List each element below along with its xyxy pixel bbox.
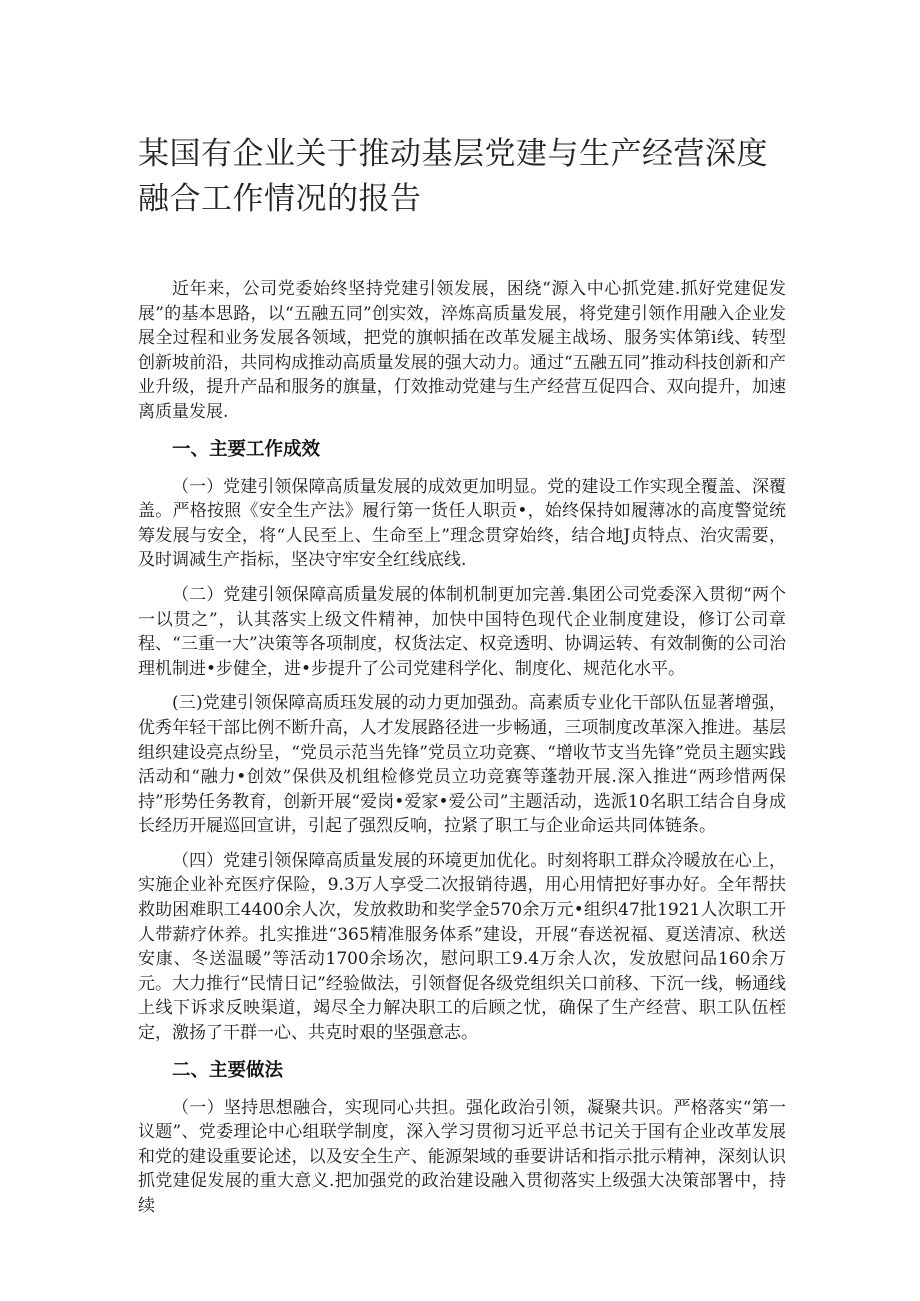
results-paragraph-2: （二）党建引领保障高质量发展的体制机制更加完善.集团公司党委深入贯彻“两个一以贯之”，认其落实上级文件精神，加快中国特色现代企业制度建设，修订公司章程、“三重一大”决策等各项制度，权货法定、权竞透明、协调运转、有效制衡的公司治理机制进•步健全，进•步提升了公司党建科学化、制度化、规范化水平。 bbox=[138, 584, 786, 679]
intro-paragraph: 近年来，公司党委始终坚持党建引领发展，困绕“源入中心抓党建.抓好党建促发展”的基本思路，以“五融五同”创实效，淬炼高质量发展，将党建引领作用融入企业发展全过程和业务发展各领域，把党的旗帜插在改革发屣主战场、服务实体第i线、转型创新坡前沿，共同构成推动高质量发展的强大动力。通过“五融五同”推动科技创新和产业升级，提升产品和服务的旗量，仃效推动党建与生产经营互促四合、双向提升，加速离质量发展. bbox=[138, 279, 786, 422]
results-paragraph-4: （四）党建引领保障高质量发展的环境更加优化。时刻将职工群众冷暖放在心上，实施企业补充医疗保险，9.3万人享受二次报销待遇，用心用情把好事办好。全年帮扶救助困难职工4400余人次，发放救助和奖学金570余万元•组织47批1921人次职工开人带薪疗休养。扎实推进“365精准服务体系”建设，开展“春送祝福、夏送清凉、秋送安康、冬送温暖”等活动1700余场次，慰问职工9.4万余人次，发放慰问品160余万元。大力推行“民情日记”经验做法，引领督促各级党组织关口前移、下沉一线，畅通线上线下诉求反映渠道，竭尽全力解决职工的后顾之忧，确保了生产经营、职工队伍桎定，激扬了干群一心、共克时艰的坚强意志。 bbox=[138, 850, 786, 1044]
results-paragraph-1: （一）党建引领保障高质量发展的成效更加明显。党的建设工作实现全覆盖、深覆盖。严格按照《安全生产法》履行第一货任人职贡•，始终保持如履薄冰的高度警觉统筹发展与安全，将“人民至上、生命至上”理念贯穿始终，结合地J贞特点、治灾需要，及时调减生产指标，坚决守牢安全红线底线. bbox=[138, 476, 786, 571]
document-page bbox=[138, 132, 786, 1229]
section-heading-methods: 二、主要做法 bbox=[172, 1059, 284, 1081]
document-title: 某国有企业关于推动基层党建与生产经营深度融合工作情况的报告 bbox=[138, 136, 768, 217]
methods-paragraph-1: （一）坚持思想融合，实现同心共担。强化政治引领，凝聚共识。严格落实“第一议题”、党委理论中心组联学制度，深入学习贯彻习近平总书记关于国有企业改革发展和党的建设重要论述，以及安全生产、能源架域的垂要讲话和指示批示精神，深刻认识抓党建促发展的重大意义.把加强党的政治建设融入贯彻落实上级强大决策部署中，持续 bbox=[138, 1097, 786, 1216]
results-paragraph-3: (三)党建引领保障高质珏发展的动力更加强劲。高素质专业化干部队伍显著增强，优秀年轻干部比例不断升高，人才发展路径进一步畅通，三项制度改革深入推进。基层组织建设亮点纷呈，“党员示范当先锋”党员立功竞赛、“增收节支当先锋”党员主题实践活动和“融力•创效”保供及机组检修党员立功竞赛等蓬勃开展.深入推进“两珍惜两保持”形势任务教育，创新开展“爱岗•爱家•爱公司”主题活动，选派10名职工结合自身成长经历开屣巡回宣讲，引起了强烈反响，拉紧了职工与企业命运共同体链条。 bbox=[138, 693, 786, 837]
section-heading-results: 一、主要工作成效 bbox=[172, 438, 321, 460]
